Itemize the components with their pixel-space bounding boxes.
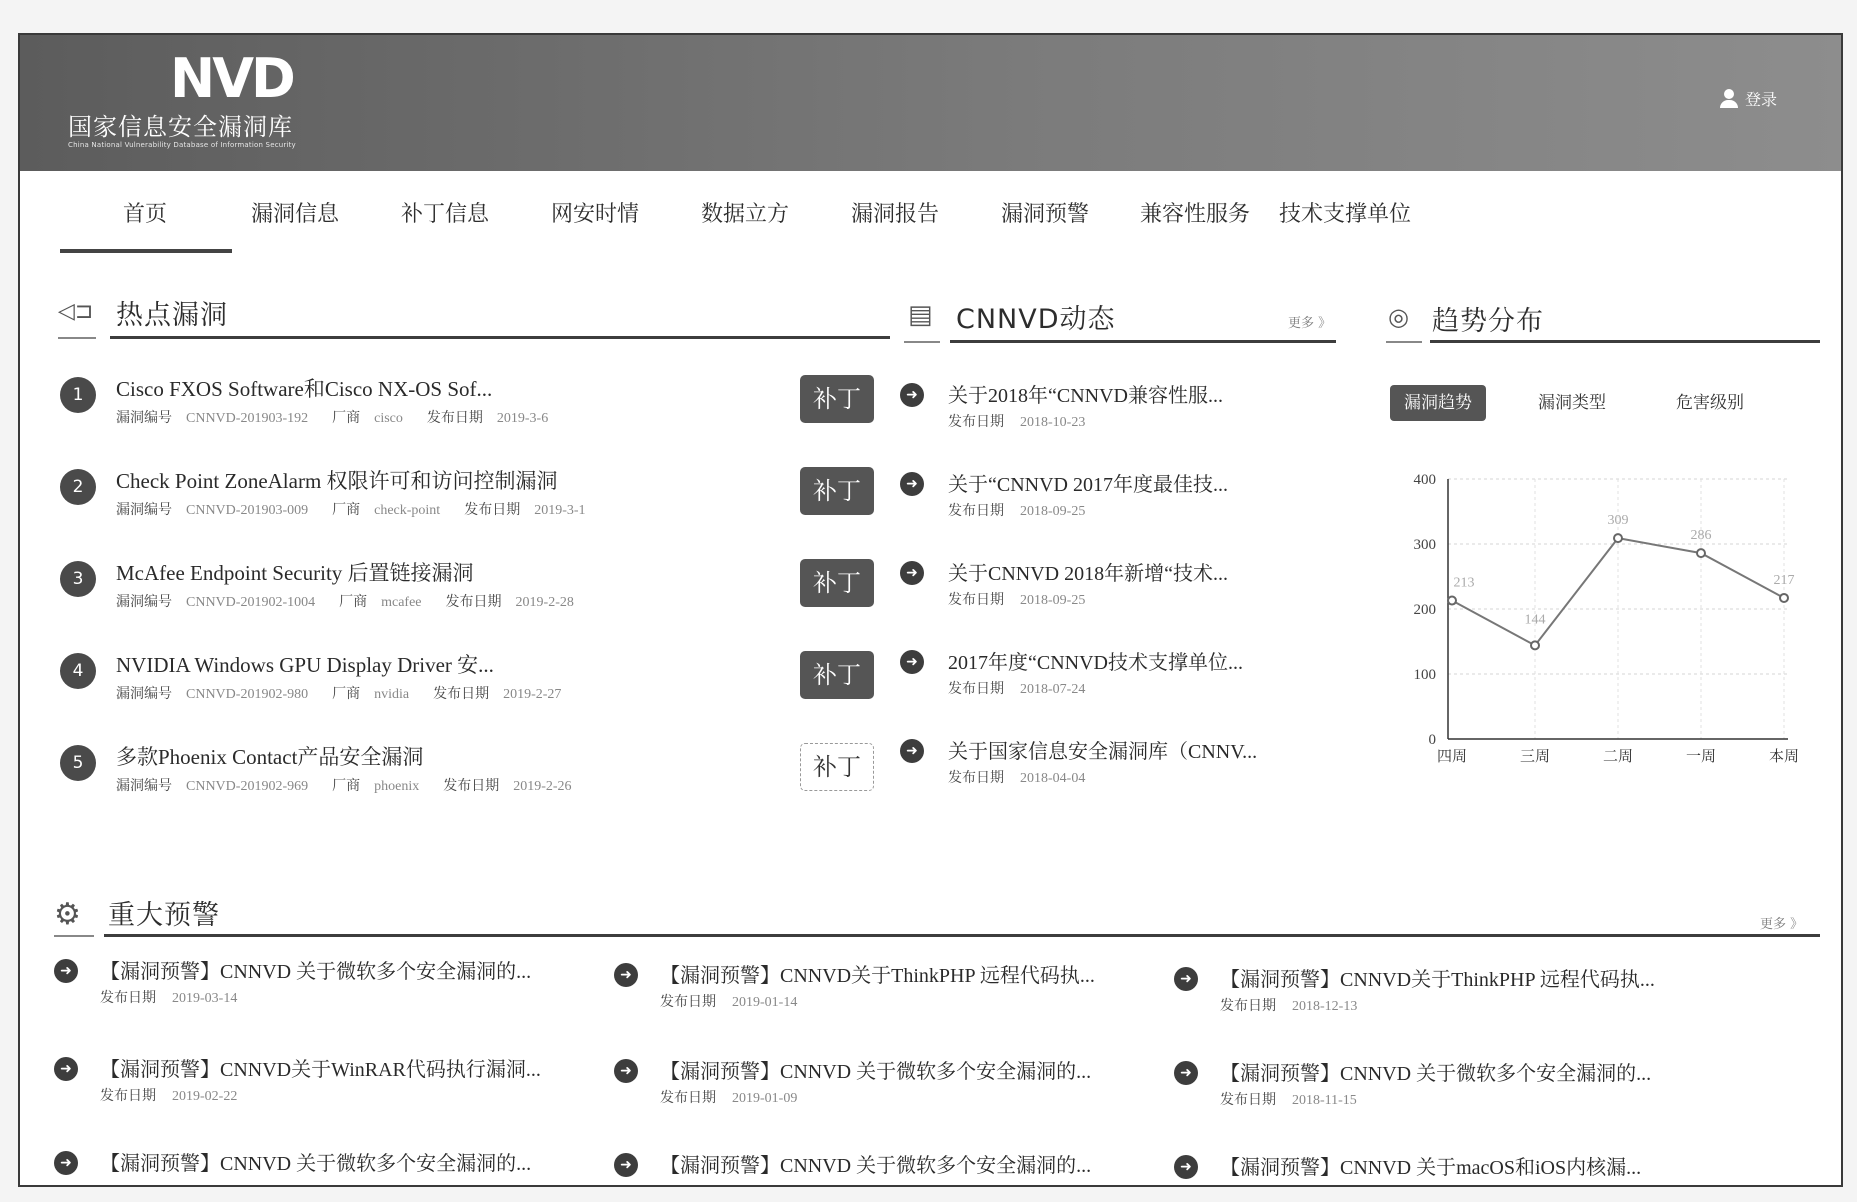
list-item (900, 557, 1300, 637)
site-name-en: China National Vulnerability Database of Information Security (68, 141, 296, 149)
patch-button[interactable]: 补丁 (800, 559, 874, 607)
publish-date: 2019-3-1 (534, 503, 586, 518)
vendor: check-point (374, 503, 441, 518)
vuln-title-link[interactable]: Check Point ZoneAlarm 权限许可和访问控制漏洞 (116, 469, 558, 493)
y-tick-label: 200 (1413, 602, 1436, 618)
news-title-link[interactable]: 关于2018年“CNNVD兼容性服... (948, 385, 1223, 407)
nav-item-vuln-alert[interactable]: 漏洞预警 (1000, 202, 1089, 227)
date-label: 发布日期 (948, 592, 1004, 608)
date-label: 发布日期 (948, 681, 1004, 697)
arrow-right-circle-icon: ➜ (614, 1059, 638, 1083)
publish-date: 2019-2-28 (515, 595, 574, 610)
list-item (60, 465, 890, 545)
megaphone-icon: ◁⊐ (58, 299, 94, 324)
section-divider (950, 340, 1336, 343)
alert-meta (1220, 995, 1357, 1015)
y-tick-label: 300 (1413, 537, 1436, 553)
alert-meta (100, 1085, 237, 1105)
date-label: 发布日期 (948, 770, 1004, 786)
list-item (54, 955, 614, 1035)
arrow-right-circle-icon: ➜ (614, 1153, 638, 1177)
publish-date: 2019-2-27 (503, 687, 562, 702)
alert-meta (660, 991, 797, 1011)
date-label: 发布日期 (464, 502, 521, 518)
site-logo[interactable]: NVD (170, 47, 293, 110)
vendor-label: 厂商 (332, 410, 361, 426)
publish-date: 2019-3-6 (496, 411, 549, 426)
alert-title-link[interactable]: 【漏洞预警】CNNVD 关于微软多个安全漏洞的... (100, 961, 532, 983)
publish-date: 2019-01-09 (732, 1091, 798, 1106)
section-divider (58, 337, 96, 339)
publish-date: 2018-04-04 (1020, 771, 1086, 786)
arrow-right-circle-icon: ➜ (900, 739, 924, 763)
alert-title-link[interactable]: 【漏洞预警】CNNVD 关于微软多个安全漏洞的... (660, 1061, 1092, 1083)
date-label: 发布日期 (445, 594, 502, 610)
trend-chart-svg (1400, 455, 1820, 775)
nav-item-data-cube[interactable]: 数据立方 (700, 202, 789, 227)
section-divider (1386, 341, 1422, 343)
alert-title-link[interactable]: 【漏洞预警】CNNVD 关于微软多个安全漏洞的... (660, 1155, 1092, 1177)
section-divider (1430, 340, 1820, 343)
vuln-id-label: 漏洞编号 (116, 778, 172, 794)
date-label: 发布日期 (948, 503, 1004, 519)
vendor: phoenix (374, 779, 420, 794)
vuln-id: CNNVD-201903-192 (186, 411, 309, 426)
date-label: 发布日期 (1220, 998, 1276, 1014)
nav-item-patch-info[interactable]: 补丁信息 (400, 202, 489, 227)
news-title: CNNVD动态 (956, 304, 1116, 335)
rank-badge: 3 (60, 561, 96, 597)
data-point (1780, 594, 1788, 602)
x-tick-label: 二周 (1602, 747, 1634, 765)
site-name: 国家信息安全漏洞库 (68, 113, 293, 141)
nav-item-vuln-report[interactable]: 漏洞报告 (850, 202, 939, 227)
y-tick-label: 0 (1428, 732, 1436, 748)
tab-vuln-trend[interactable]: 漏洞趋势 (1390, 385, 1486, 421)
arrow-right-circle-icon: ➜ (900, 561, 924, 585)
list-item (900, 468, 1300, 548)
vuln-title-link[interactable]: Cisco FXOS Software和Cisco NX-OS Sof... (116, 377, 493, 401)
news-meta (948, 500, 1085, 520)
section-divider (104, 934, 1820, 937)
alert-title-link[interactable]: 【漏洞预警】CNNVD 关于macOS和iOS内核漏... (1220, 1157, 1642, 1179)
nav-item-support-units[interactable]: 技术支撑单位 (1278, 202, 1411, 227)
date-label: 发布日期 (443, 778, 500, 794)
vuln-title-link[interactable]: 多款Phoenix Contact产品安全漏洞 (116, 745, 424, 769)
publish-date: 2019-02-22 (172, 1089, 238, 1104)
arrow-right-circle-icon: ➜ (54, 1151, 78, 1175)
vuln-id: CNNVD-201902-1004 (186, 595, 316, 610)
arrow-right-circle-icon: ➜ (900, 383, 924, 407)
news-meta (948, 678, 1085, 698)
nav-active-indicator (60, 249, 232, 253)
y-tick-label: 100 (1413, 667, 1436, 683)
section-divider (110, 336, 890, 339)
date-label: 发布日期 (1220, 1092, 1276, 1108)
patch-button[interactable]: 补丁 (800, 467, 874, 515)
patch-button[interactable]: 补丁 (800, 375, 874, 423)
page-frame (18, 33, 1843, 1187)
news-meta (948, 411, 1085, 431)
section-divider (904, 341, 940, 343)
patch-button[interactable]: 补丁 (800, 743, 874, 791)
publish-date: 2018-11-15 (1292, 1093, 1357, 1108)
data-label: 144 (1524, 612, 1546, 628)
arrow-right-circle-icon: ➜ (900, 650, 924, 674)
publish-date: 2019-03-14 (172, 991, 238, 1006)
vendor-label: 厂商 (332, 686, 361, 702)
alert-meta (660, 1087, 797, 1107)
x-tick-label: 四周 (1436, 747, 1468, 765)
list-item (1174, 1057, 1734, 1137)
rank-badge: 1 (60, 377, 96, 413)
login-label: 登录 (1744, 90, 1777, 109)
nav-item-home[interactable]: 首页 (122, 202, 167, 227)
data-point (1614, 534, 1622, 542)
vendor: nvidia (374, 687, 410, 702)
data-label: 217 (1773, 572, 1795, 588)
vuln-meta (116, 591, 598, 611)
vuln-meta (116, 775, 596, 795)
rank-badge: 4 (60, 653, 96, 689)
arrow-right-circle-icon: ➜ (1174, 967, 1198, 991)
vuln-meta (116, 407, 572, 427)
publish-date: 2018-09-25 (1020, 504, 1086, 519)
alert-title-link[interactable]: 【漏洞预警】CNNVD关于WinRAR代码执行漏洞... (100, 1059, 541, 1081)
date-label: 发布日期 (100, 1088, 156, 1104)
vuln-id: CNNVD-201903-009 (186, 503, 309, 518)
alert-meta (100, 987, 237, 1007)
data-point (1531, 641, 1539, 649)
alerts-title: 重大预警 (108, 900, 220, 931)
list-item (54, 1147, 614, 1187)
data-point (1448, 597, 1456, 605)
list-item (900, 379, 1300, 459)
document-icon: ▤ (908, 300, 933, 330)
vuln-id-label: 漏洞编号 (116, 502, 172, 518)
list-item (1174, 963, 1734, 1043)
vendor-label: 厂商 (332, 778, 361, 794)
trend-icon: ◎ (1388, 303, 1409, 331)
list-item (54, 1053, 614, 1133)
vuln-title-link[interactable]: NVIDIA Windows GPU Display Driver 安... (116, 653, 494, 677)
news-title-link[interactable]: 2017年度“CNNVD技术支撑单位... (948, 652, 1243, 674)
news-meta (948, 767, 1085, 787)
data-point (1697, 549, 1705, 557)
vuln-meta (116, 683, 585, 703)
vuln-meta (116, 499, 610, 519)
arrow-right-circle-icon: ➜ (614, 963, 638, 987)
alerts-more-link[interactable]: 更多 》 (1760, 917, 1804, 932)
news-title-link[interactable]: 关于国家信息安全漏洞库（CNNV... (948, 741, 1258, 763)
list-item (614, 1149, 1174, 1187)
date-label: 发布日期 (948, 414, 1004, 430)
date-label: 发布日期 (660, 994, 716, 1010)
date-label: 发布日期 (433, 686, 490, 702)
login-button[interactable] (1719, 87, 1777, 110)
list-item (900, 646, 1300, 726)
list-item (614, 959, 1174, 1039)
list-item (60, 741, 890, 821)
vuln-id-label: 漏洞编号 (116, 686, 172, 702)
arrow-right-circle-icon: ➜ (1174, 1061, 1198, 1085)
vendor: mcafee (381, 595, 422, 610)
vuln-id-label: 漏洞编号 (116, 410, 172, 426)
trend-chart (1400, 455, 1820, 775)
main-nav (60, 185, 1460, 265)
list-item (900, 735, 1300, 815)
patch-button[interactable]: 补丁 (800, 651, 874, 699)
list-item (60, 557, 890, 637)
list-item (614, 1055, 1174, 1135)
vuln-title-link[interactable]: McAfee Endpoint Security 后置链接漏洞 (116, 561, 474, 585)
nav-item-security-news[interactable]: 网安时情 (550, 202, 639, 227)
trend-title: 趋势分布 (1432, 306, 1544, 337)
rank-badge: 2 (60, 469, 96, 505)
arrow-right-circle-icon: ➜ (54, 1057, 78, 1081)
arrow-right-circle-icon: ➜ (54, 959, 78, 983)
arrow-right-circle-icon: ➜ (900, 472, 924, 496)
data-label: 213 (1453, 575, 1475, 591)
vuln-id: CNNVD-201902-969 (186, 779, 309, 794)
data-label: 309 (1607, 513, 1629, 529)
list-item (60, 649, 890, 729)
nav-item-vuln-info[interactable]: 漏洞信息 (250, 202, 339, 227)
vendor-label: 厂商 (339, 594, 368, 610)
list-item (60, 373, 890, 453)
section-divider (54, 935, 94, 937)
publish-date: 2018-09-25 (1020, 593, 1086, 608)
alert-title-link[interactable]: 【漏洞预警】CNNVD关于ThinkPHP 远程代码执... (660, 965, 1095, 987)
site-header (20, 35, 1841, 171)
tab-vuln-type[interactable]: 漏洞类型 (1538, 393, 1606, 413)
tab-severity[interactable]: 危害级别 (1676, 393, 1744, 413)
publish-date: 2019-2-26 (513, 779, 572, 794)
date-label: 发布日期 (100, 990, 156, 1006)
hot-vulns-title: 热点漏洞 (116, 300, 228, 331)
user-icon (1719, 89, 1739, 109)
publish-date: 2019-01-14 (732, 995, 798, 1010)
x-tick-label: 一周 (1685, 747, 1717, 765)
data-label: 286 (1690, 528, 1712, 544)
publish-date: 2018-12-13 (1292, 999, 1358, 1014)
list-item (1174, 1151, 1734, 1187)
date-label: 发布日期 (426, 410, 483, 426)
trend-tabs (1390, 385, 1810, 425)
x-tick-label: 三周 (1519, 747, 1551, 765)
rank-badge: 5 (60, 745, 96, 781)
alert-title-link[interactable]: 【漏洞预警】CNNVD关于ThinkPHP 远程代码执... (1220, 969, 1655, 991)
vuln-id-label: 漏洞编号 (116, 594, 172, 610)
publish-date: 2018-07-24 (1020, 682, 1086, 697)
alert-meta (1220, 1089, 1357, 1109)
publish-date: 2018-10-23 (1020, 415, 1086, 430)
x-tick-label: 本周 (1768, 747, 1800, 765)
arrow-right-circle-icon: ➜ (1174, 1155, 1198, 1179)
y-tick-label: 400 (1413, 472, 1436, 488)
alert-title-link[interactable]: 【漏洞预警】CNNVD 关于微软多个安全漏洞的... (1220, 1063, 1652, 1085)
news-more-link[interactable]: 更多 》 (1288, 316, 1332, 331)
news-title-link[interactable]: 关于CNNVD 2018年新增“技术... (948, 563, 1228, 585)
news-title-link[interactable]: 关于“CNNVD 2017年度最佳技... (948, 474, 1228, 496)
vendor-label: 厂商 (332, 502, 361, 518)
vendor: cisco (374, 411, 403, 426)
gear-icon: ⚙ (54, 897, 81, 932)
vuln-id: CNNVD-201902-980 (186, 687, 309, 702)
news-meta (948, 589, 1085, 609)
date-label: 发布日期 (660, 1090, 716, 1106)
nav-item-compat-service[interactable]: 兼容性服务 (1139, 202, 1250, 227)
alert-title-link[interactable]: 【漏洞预警】CNNVD 关于微软多个安全漏洞的... (100, 1153, 532, 1175)
